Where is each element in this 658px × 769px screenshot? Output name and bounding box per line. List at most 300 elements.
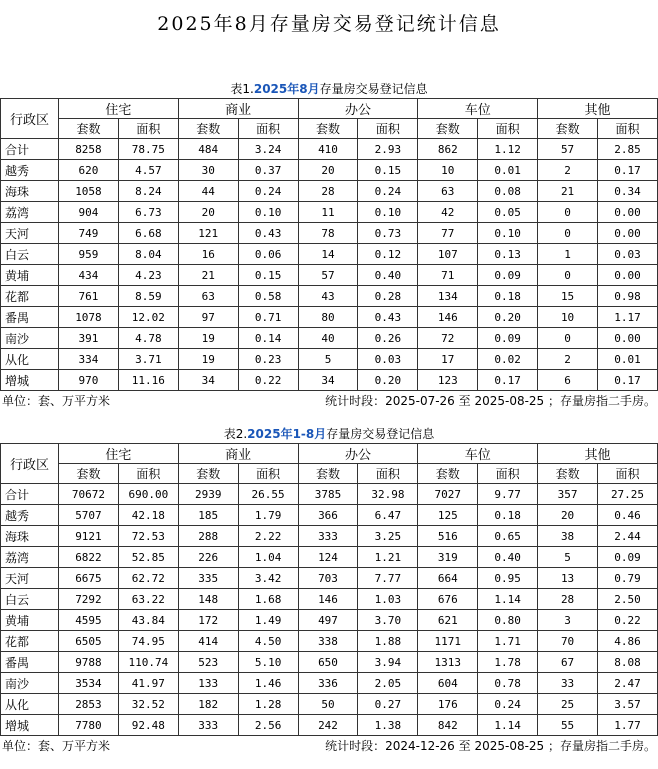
- area-column-header: 面积: [478, 119, 538, 139]
- table-row: [1, 349, 658, 370]
- table-cell: 8258: [59, 139, 119, 160]
- table-cell: 20: [538, 505, 598, 526]
- count-column-header: 套数: [178, 464, 238, 484]
- area-column-header: 面积: [118, 119, 178, 139]
- table-cell: 21: [178, 265, 238, 286]
- table-cell: 63: [178, 286, 238, 307]
- region-name-cell: 合计: [1, 484, 59, 505]
- table1-footer: [0, 391, 658, 411]
- table-row: [1, 160, 658, 181]
- table-cell: 27.25: [598, 484, 658, 505]
- table-cell: 3534: [59, 673, 119, 694]
- table-cell: 6505: [59, 631, 119, 652]
- table-cell: 703: [298, 568, 358, 589]
- table-cell: 1.38: [358, 715, 418, 736]
- table-cell: 2: [538, 160, 598, 181]
- table-cell: 523: [178, 652, 238, 673]
- column-group-header: 办公: [298, 444, 418, 464]
- table-cell: 5: [298, 349, 358, 370]
- column-group-header: 商业: [178, 99, 298, 119]
- table1-caption-prefix: 表1.: [230, 82, 254, 96]
- column-group-header: 车位: [418, 444, 538, 464]
- table-cell: 4595: [59, 610, 119, 631]
- table-cell: 10: [538, 307, 598, 328]
- table-cell: 1171: [418, 631, 478, 652]
- table-cell: 0.40: [358, 265, 418, 286]
- table-cell: 0.00: [598, 202, 658, 223]
- table-row: [1, 589, 658, 610]
- table-cell: 3.71: [118, 349, 178, 370]
- table-cell: 0.28: [358, 286, 418, 307]
- region-column-header: 行政区: [1, 444, 59, 484]
- table1-section: [0, 80, 658, 411]
- table-cell: 28: [298, 181, 358, 202]
- region-name-cell: 增城: [1, 370, 59, 391]
- table-cell: 0.98: [598, 286, 658, 307]
- region-name-cell: 天河: [1, 223, 59, 244]
- table-row: [1, 505, 658, 526]
- table-cell: 9121: [59, 526, 119, 547]
- table-cell: 749: [59, 223, 119, 244]
- table-cell: 97: [178, 307, 238, 328]
- table-cell: 176: [418, 694, 478, 715]
- table-cell: 336: [298, 673, 358, 694]
- table-cell: 110.74: [118, 652, 178, 673]
- table-cell: 1.68: [238, 589, 298, 610]
- table-cell: 15: [538, 286, 598, 307]
- table-cell: 0: [538, 328, 598, 349]
- table-cell: 6675: [59, 568, 119, 589]
- table-row: [1, 223, 658, 244]
- table-cell: 72: [418, 328, 478, 349]
- table-cell: 67: [538, 652, 598, 673]
- table1: [0, 98, 658, 391]
- table-row: [1, 526, 658, 547]
- table-cell: 6: [538, 370, 598, 391]
- region-name-cell: 黄埔: [1, 265, 59, 286]
- table-cell: 0.05: [478, 202, 538, 223]
- table-cell: 4.57: [118, 160, 178, 181]
- table-cell: 63.22: [118, 589, 178, 610]
- table-cell: 182: [178, 694, 238, 715]
- table-cell: 78: [298, 223, 358, 244]
- region-name-cell: 番禺: [1, 307, 59, 328]
- table-cell: 3.24: [238, 139, 298, 160]
- column-group-header: 其他: [538, 99, 658, 119]
- column-group-header: 办公: [298, 99, 418, 119]
- table-cell: 32.52: [118, 694, 178, 715]
- table2-header-row: [1, 444, 658, 464]
- table1-caption-suffix: 存量房交易登记信息: [319, 82, 428, 96]
- table-cell: 10: [418, 160, 478, 181]
- table2-section: [0, 425, 658, 756]
- table-cell: 970: [59, 370, 119, 391]
- page-title: 2025年8月存量房交易登记统计信息: [157, 13, 501, 35]
- count-column-header: 套数: [538, 464, 598, 484]
- table-cell: 0.01: [598, 349, 658, 370]
- table-cell: 0.00: [598, 223, 658, 244]
- table-cell: 1.28: [238, 694, 298, 715]
- table-cell: 57: [538, 139, 598, 160]
- table-cell: 0.15: [358, 160, 418, 181]
- region-column-header: 行政区: [1, 99, 59, 139]
- table-cell: 1058: [59, 181, 119, 202]
- table-cell: 1.77: [598, 715, 658, 736]
- table-cell: 2.50: [598, 589, 658, 610]
- table2-caption-highlight: 2025年1-8月: [247, 427, 327, 441]
- region-name-cell: 花都: [1, 286, 59, 307]
- table-cell: 7027: [418, 484, 478, 505]
- table-cell: 134: [418, 286, 478, 307]
- table-cell: 0.15: [238, 265, 298, 286]
- table-cell: 33: [538, 673, 598, 694]
- table-cell: 1.03: [358, 589, 418, 610]
- table-row: [1, 568, 658, 589]
- table-cell: 959: [59, 244, 119, 265]
- table-cell: 0.17: [598, 370, 658, 391]
- table-cell: 125: [418, 505, 478, 526]
- table-cell: 0.23: [238, 349, 298, 370]
- table-cell: 0.27: [358, 694, 418, 715]
- table-cell: 1078: [59, 307, 119, 328]
- table1-unit-note: 单位：套、万平方米: [2, 394, 111, 408]
- table-cell: 226: [178, 547, 238, 568]
- table-cell: 7780: [59, 715, 119, 736]
- count-column-header: 套数: [418, 464, 478, 484]
- table-cell: 44: [178, 181, 238, 202]
- table-row: [1, 610, 658, 631]
- table-cell: 333: [298, 526, 358, 547]
- table-cell: 26.55: [238, 484, 298, 505]
- table-cell: 146: [418, 307, 478, 328]
- table-cell: 1.14: [478, 715, 538, 736]
- table1-caption-highlight: 2025年8月: [253, 82, 320, 96]
- table-cell: 391: [59, 328, 119, 349]
- region-name-cell: 从化: [1, 694, 59, 715]
- table-row: [1, 484, 658, 505]
- table-cell: 484: [178, 139, 238, 160]
- table-cell: 2.56: [238, 715, 298, 736]
- table-cell: 55: [538, 715, 598, 736]
- region-name-cell: 白云: [1, 244, 59, 265]
- table2-footer: [0, 736, 658, 756]
- table-cell: 3.57: [598, 694, 658, 715]
- table-cell: 7292: [59, 589, 119, 610]
- table-row: [1, 286, 658, 307]
- table-cell: 124: [298, 547, 358, 568]
- table-cell: 0.95: [478, 568, 538, 589]
- table-cell: 0: [538, 265, 598, 286]
- region-name-cell: 南沙: [1, 328, 59, 349]
- table-row: [1, 181, 658, 202]
- table-cell: 0.58: [238, 286, 298, 307]
- area-column-header: 面积: [358, 119, 418, 139]
- count-column-header: 套数: [178, 119, 238, 139]
- table-cell: 43.84: [118, 610, 178, 631]
- table-cell: 0.18: [478, 286, 538, 307]
- table-cell: 0.26: [358, 328, 418, 349]
- table-cell: 32.98: [358, 484, 418, 505]
- column-group-header: 住宅: [59, 444, 179, 464]
- table-cell: 43: [298, 286, 358, 307]
- table2: [0, 443, 658, 736]
- table-cell: 1.46: [238, 673, 298, 694]
- table-row: [1, 202, 658, 223]
- region-name-cell: 越秀: [1, 505, 59, 526]
- table-cell: 4.86: [598, 631, 658, 652]
- region-name-cell: 南沙: [1, 673, 59, 694]
- table-cell: 28: [538, 589, 598, 610]
- table-cell: 0.03: [358, 349, 418, 370]
- table-cell: 414: [178, 631, 238, 652]
- table-cell: 0.78: [478, 673, 538, 694]
- table-row: [1, 265, 658, 286]
- table-cell: 366: [298, 505, 358, 526]
- column-group-header: 商业: [178, 444, 298, 464]
- count-column-header: 套数: [59, 119, 119, 139]
- table-cell: 0: [538, 202, 598, 223]
- table-cell: 50: [298, 694, 358, 715]
- region-name-cell: 天河: [1, 568, 59, 589]
- table-cell: 0.80: [478, 610, 538, 631]
- table-cell: 335: [178, 568, 238, 589]
- table-cell: 0.71: [238, 307, 298, 328]
- table-cell: 63: [418, 181, 478, 202]
- count-column-header: 套数: [298, 464, 358, 484]
- table-cell: 1.78: [478, 652, 538, 673]
- table-cell: 0.03: [598, 244, 658, 265]
- table-cell: 107: [418, 244, 478, 265]
- table-cell: 7.77: [358, 568, 418, 589]
- table-cell: 3.42: [238, 568, 298, 589]
- table-cell: 0.00: [598, 328, 658, 349]
- region-name-cell: 荔湾: [1, 202, 59, 223]
- table2-caption-prefix: 表2.: [223, 427, 248, 441]
- table-cell: 0.01: [478, 160, 538, 181]
- table-cell: 34: [298, 370, 358, 391]
- table-cell: 1.49: [238, 610, 298, 631]
- area-column-header: 面积: [238, 119, 298, 139]
- table-cell: 9788: [59, 652, 119, 673]
- table-cell: 664: [418, 568, 478, 589]
- table-cell: 676: [418, 589, 478, 610]
- table-cell: 862: [418, 139, 478, 160]
- area-column-header: 面积: [118, 464, 178, 484]
- table-cell: 42.18: [118, 505, 178, 526]
- table-cell: 1: [538, 244, 598, 265]
- table-cell: 0.79: [598, 568, 658, 589]
- table-cell: 133: [178, 673, 238, 694]
- table-cell: 71: [418, 265, 478, 286]
- region-name-cell: 荔湾: [1, 547, 59, 568]
- table-cell: 21: [538, 181, 598, 202]
- table-cell: 0.10: [238, 202, 298, 223]
- table-cell: 8.59: [118, 286, 178, 307]
- table1-subheader-row: [1, 119, 658, 139]
- table-cell: 242: [298, 715, 358, 736]
- table-row: [1, 328, 658, 349]
- table-cell: 0.02: [478, 349, 538, 370]
- table-cell: 30: [178, 160, 238, 181]
- count-column-header: 套数: [538, 119, 598, 139]
- table-cell: 434: [59, 265, 119, 286]
- table-cell: 1.14: [478, 589, 538, 610]
- table-cell: 2.22: [238, 526, 298, 547]
- area-column-header: 面积: [238, 464, 298, 484]
- table-cell: 334: [59, 349, 119, 370]
- table-cell: 0.09: [598, 547, 658, 568]
- table-cell: 52.85: [118, 547, 178, 568]
- table2-subheader-row: [1, 464, 658, 484]
- table-cell: 0.22: [598, 610, 658, 631]
- table-cell: 17: [418, 349, 478, 370]
- table1-period-note: 统计时段：2025-07-26 至 2025-08-25 ；存量房指二手房。: [325, 394, 656, 408]
- region-name-cell: 白云: [1, 589, 59, 610]
- table-cell: 57: [298, 265, 358, 286]
- table1-caption: [0, 80, 658, 98]
- table-cell: 0.09: [478, 328, 538, 349]
- table-cell: 13: [538, 568, 598, 589]
- table2-unit-note: 单位：套、万平方米: [2, 739, 111, 753]
- table-cell: 62.72: [118, 568, 178, 589]
- table-cell: 690.00: [118, 484, 178, 505]
- table-cell: 516: [418, 526, 478, 547]
- table-cell: 0: [538, 223, 598, 244]
- table-row: [1, 370, 658, 391]
- table-cell: 0.34: [598, 181, 658, 202]
- table-cell: 0.37: [238, 160, 298, 181]
- table1-header-row: [1, 99, 658, 119]
- table-cell: 0.18: [478, 505, 538, 526]
- table-row: [1, 139, 658, 160]
- table-cell: 3.94: [358, 652, 418, 673]
- table-cell: 0.43: [238, 223, 298, 244]
- table-cell: 5: [538, 547, 598, 568]
- table-cell: 0.10: [358, 202, 418, 223]
- table-cell: 0.09: [478, 265, 538, 286]
- table-cell: 0.20: [478, 307, 538, 328]
- table-cell: 1.79: [238, 505, 298, 526]
- table-cell: 20: [298, 160, 358, 181]
- table-cell: 11.16: [118, 370, 178, 391]
- table-row: [1, 631, 658, 652]
- region-name-cell: 合计: [1, 139, 59, 160]
- table-cell: 74.95: [118, 631, 178, 652]
- table-cell: 0.24: [478, 694, 538, 715]
- region-name-cell: 从化: [1, 349, 59, 370]
- table-cell: 77: [418, 223, 478, 244]
- area-column-header: 面积: [598, 464, 658, 484]
- table-cell: 2.44: [598, 526, 658, 547]
- table-cell: 2.93: [358, 139, 418, 160]
- region-name-cell: 花都: [1, 631, 59, 652]
- table-cell: 904: [59, 202, 119, 223]
- table-cell: 42: [418, 202, 478, 223]
- table-cell: 1313: [418, 652, 478, 673]
- table-cell: 41.97: [118, 673, 178, 694]
- table-cell: 1.71: [478, 631, 538, 652]
- table-cell: 172: [178, 610, 238, 631]
- area-column-header: 面积: [358, 464, 418, 484]
- table-cell: 0.17: [478, 370, 538, 391]
- table-cell: 0.24: [238, 181, 298, 202]
- table-cell: 34: [178, 370, 238, 391]
- table-cell: 70: [538, 631, 598, 652]
- table-cell: 1.12: [478, 139, 538, 160]
- table-cell: 3.25: [358, 526, 418, 547]
- table-cell: 0.22: [238, 370, 298, 391]
- table-cell: 8.08: [598, 652, 658, 673]
- table2-period-note: 统计时段：2024-12-26 至 2025-08-25 ；存量房指二手房。: [325, 739, 656, 753]
- table-cell: 761: [59, 286, 119, 307]
- table-cell: 14: [298, 244, 358, 265]
- table-cell: 3785: [298, 484, 358, 505]
- table-cell: 3: [538, 610, 598, 631]
- table-cell: 92.48: [118, 715, 178, 736]
- table-cell: 2: [538, 349, 598, 370]
- table-row: [1, 244, 658, 265]
- table-row: [1, 715, 658, 736]
- table-cell: 2.05: [358, 673, 418, 694]
- table-cell: 2.47: [598, 673, 658, 694]
- column-group-header: 车位: [418, 99, 538, 119]
- region-name-cell: 增城: [1, 715, 59, 736]
- table2-caption-suffix: 存量房交易登记信息: [326, 427, 435, 441]
- table-cell: 0.12: [358, 244, 418, 265]
- table-cell: 5.10: [238, 652, 298, 673]
- table-cell: 11: [298, 202, 358, 223]
- table-cell: 19: [178, 349, 238, 370]
- table-cell: 0.06: [238, 244, 298, 265]
- table-cell: 38: [538, 526, 598, 547]
- count-column-header: 套数: [59, 464, 119, 484]
- table-cell: 19: [178, 328, 238, 349]
- table-cell: 0.13: [478, 244, 538, 265]
- table-cell: 620: [59, 160, 119, 181]
- table-cell: 25: [538, 694, 598, 715]
- table-cell: 2853: [59, 694, 119, 715]
- table-cell: 0.00: [598, 265, 658, 286]
- table-cell: 604: [418, 673, 478, 694]
- table-cell: 6.73: [118, 202, 178, 223]
- column-group-header: 其他: [538, 444, 658, 464]
- table-cell: 1.04: [238, 547, 298, 568]
- table-row: [1, 652, 658, 673]
- table-row: [1, 694, 658, 715]
- table-cell: 0.65: [478, 526, 538, 547]
- count-column-header: 套数: [418, 119, 478, 139]
- table-cell: 0.46: [598, 505, 658, 526]
- region-name-cell: 番禺: [1, 652, 59, 673]
- table-cell: 123: [418, 370, 478, 391]
- region-name-cell: 黄埔: [1, 610, 59, 631]
- table-cell: 410: [298, 139, 358, 160]
- table-cell: 6.47: [358, 505, 418, 526]
- table-cell: 0.40: [478, 547, 538, 568]
- table-cell: 70672: [59, 484, 119, 505]
- table-cell: 319: [418, 547, 478, 568]
- table-cell: 0.17: [598, 160, 658, 181]
- table-cell: 842: [418, 715, 478, 736]
- table-row: [1, 547, 658, 568]
- table-cell: 9.77: [478, 484, 538, 505]
- area-column-header: 面积: [598, 119, 658, 139]
- table-cell: 146: [298, 589, 358, 610]
- table-row: [1, 673, 658, 694]
- table-cell: 20: [178, 202, 238, 223]
- table-cell: 288: [178, 526, 238, 547]
- table-cell: 650: [298, 652, 358, 673]
